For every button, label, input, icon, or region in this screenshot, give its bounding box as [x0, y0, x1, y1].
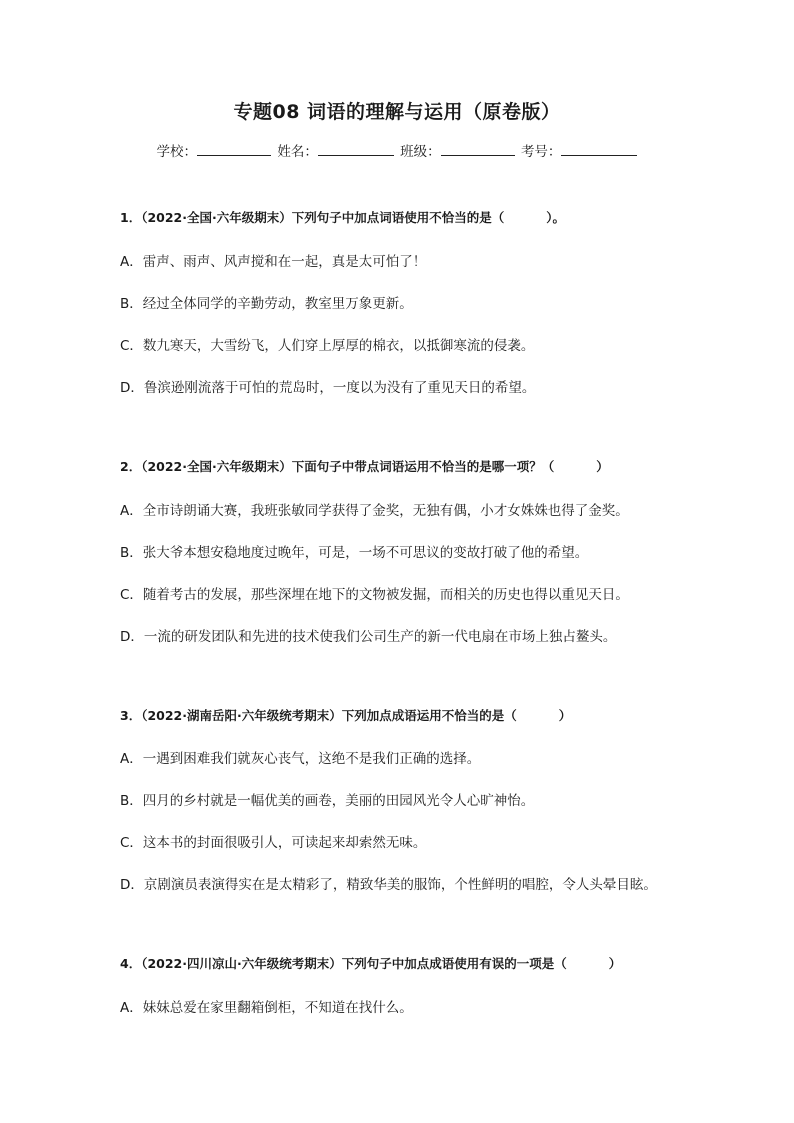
question-text: 4．（2022·四川凉山·六年级统考期末）下列句子中加点成语使用有误的一项是（ — [120, 956, 567, 971]
question-end: ） — [608, 956, 622, 971]
question-text: 3．（2022·湖南岳阳·六年级统考期末）下列加点成语运用不恰当的是（ — [120, 708, 517, 723]
option-c: C．数九寒天，大雪纷飞，人们穿上厚厚的棉衣，以抵御寒流的侵袭。 — [120, 338, 535, 354]
question-text: 1．（2022·全国·六年级期末）下列句子中加点词语使用不恰当的是（ — [120, 210, 505, 225]
option-b: B．经过全体同学的辛勤劳动，教室里万象更新。 — [120, 296, 413, 312]
option-c: C．随着考古的发展，那些深埋在地下的文物被发掘，而相关的历史也得以重见天日。 — [120, 587, 629, 603]
page-title: 专题08 词语的理解与运用（原卷版） — [233, 101, 561, 123]
school-blank — [197, 143, 271, 156]
option-d: D．一流的研发团队和先进的技术使我们公司生产的新一代电扇在市场上独占鳌头。 — [120, 629, 617, 645]
option-d: D．鲁滨逊刚流落于可怕的荒岛时，一度以为没有了重见天日的希望。 — [120, 380, 536, 396]
name-blank — [318, 143, 394, 156]
option-b: B．张大爷本想安稳地度过晚年，可是，一场不可思议的变故打破了他的希望。 — [120, 545, 589, 561]
question-text: 2．（2022·全国·六年级期末）下面句子中带点词语运用不恰当的是哪一项？（ — [120, 459, 555, 474]
question-stem — [120, 706, 571, 724]
question-end: ）。 — [546, 210, 566, 225]
class-label: 班级： — [400, 144, 441, 160]
student-info-line — [0, 140, 794, 160]
option-a: A．雷声、雨声、风声搅和在一起，真是太可怕了！ — [120, 254, 427, 270]
question-end: ） — [558, 708, 572, 723]
question-stem — [120, 208, 565, 226]
number-label: 考号： — [520, 144, 562, 160]
question-end: ） — [596, 459, 609, 474]
option-c: C．这本书的封面很吸引人，可读起来却索然无味。 — [120, 835, 427, 851]
option-b: B．四月的乡村就是一幅优美的画卷，美丽的田园风光令人心旷神怡。 — [120, 793, 535, 809]
school-label: 学校： — [156, 144, 198, 160]
number-blank — [561, 143, 637, 156]
option-a: A．全市诗朗诵大赛，我班张敏同学获得了金奖，无独有偶，小才女姝姝也得了金奖。 — [120, 503, 629, 519]
class-blank — [441, 143, 515, 156]
question-stem — [120, 954, 621, 972]
question-stem — [120, 457, 609, 475]
option-a: A．一遇到困难我们就灰心丧气，这绝不是我们正确的选择。 — [120, 751, 481, 767]
option-d: D．京剧演员表演得实在是太精彩了，精致华美的服饰，个性鲜明的唱腔，令人头晕目眩。 — [120, 877, 657, 893]
name-label: 姓名： — [277, 144, 318, 160]
option-a: A．妹妹总爱在家里翻箱倒柜，不知道在找什么。 — [120, 1000, 413, 1016]
